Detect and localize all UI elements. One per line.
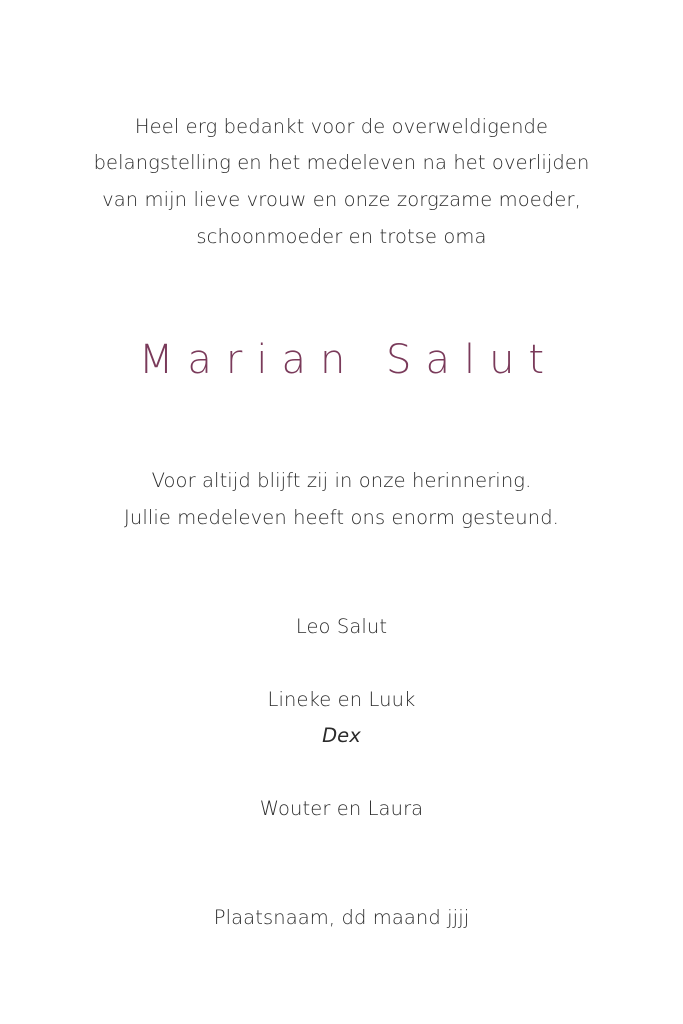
intro-line-3: van mijn lieve vrouw en onze zorgzame moeder,: [102, 188, 581, 211]
intro-line-4: schoonmoeder en trotse oma: [196, 225, 487, 248]
message-line-1: Voor altijd blijft zij in onze herinnering.: [151, 469, 532, 492]
family-name-dex: Dex: [322, 724, 361, 747]
family-name-leo: Leo Salut: [295, 615, 388, 638]
family-name-lineke-luuk: Lineke en Luuk: [267, 688, 416, 711]
deceased-name: Marian Salut: [138, 337, 559, 383]
intro-line-2: belangstelling en het medeleven na het overlijden: [93, 151, 590, 174]
place-date: Plaatsnaam, dd maand jjjj: [213, 906, 470, 929]
message-line-2: Jullie medeleven heeft ons enorm gesteund.: [124, 506, 559, 529]
intro-line-1: Heel erg bedankt voor de overweldigende: [134, 115, 549, 138]
family-name-wouter-laura: Wouter en Laura: [259, 797, 424, 820]
